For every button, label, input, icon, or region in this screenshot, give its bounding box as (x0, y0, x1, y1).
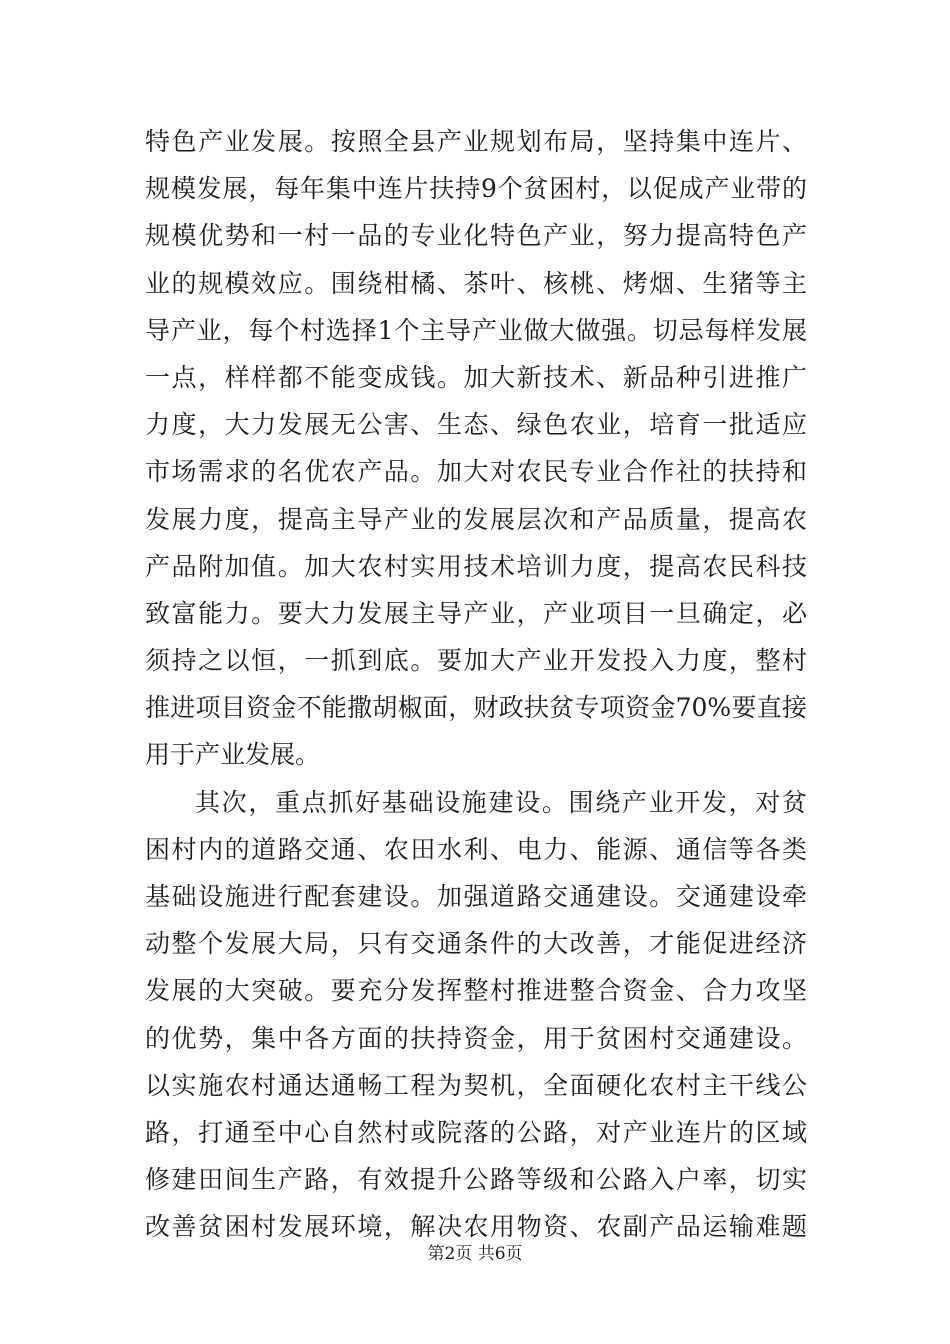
text-line: 用于产业发展。 (145, 740, 321, 770)
text-line: 须持之以恒，一抓到底。要加大产业开发投入力度，整村 (145, 646, 807, 676)
text-line: 一点，样样都不能变成钱。加大新技术、新品种引进推广 (145, 362, 807, 392)
text-line: 以实施农村通达通畅工程为契机，全面硬化农村主干线公 (145, 1070, 807, 1100)
text-line: 规模优势和一村一品的专业化特色产业，努力提高特色产 (145, 221, 807, 251)
text-line: 推进项目资金不能撒胡椒面，财政扶贫专项资金70%要直接 (145, 693, 807, 723)
text-line: 特色产业发展。按照全县产业规划布局，坚持集中连片、 (145, 127, 807, 156)
page-number-footer: 第2页 共6页 (427, 1244, 523, 1264)
text-line: 导产业，每个村选择1个主导产业做大做强。切忌每样发展 (145, 315, 807, 345)
text-line: 路，打通至中心自然村或院落的公路，对产业连片的区域 (145, 1117, 807, 1147)
text-line: 的优势，集中各方面的扶持资金，用于贫困村交通建设。 (145, 1023, 807, 1053)
text-line: 发展的大突破。要充分发挥整村推进整合资金、合力攻坚 (145, 976, 807, 1006)
text-line: 修建田间生产路，有效提升公路等级和公路入户率，切实 (145, 1165, 807, 1195)
text-line: 困村内的道路交通、农田水利、电力、能源、通信等各类 (145, 834, 807, 864)
text-line: 市场需求的名优农产品。加大对农民专业合作社的扶持和 (145, 457, 807, 487)
paragraph-start-line: 其次，重点抓好基础设施建设。围绕产业开发，对贫 (195, 787, 807, 817)
text-line: 业的规模效应。围绕柑橘、茶叶、核桃、烤烟、生猪等主 (145, 268, 807, 298)
text-line: 动整个发展大局，只有交通条件的大改善，才能促进经济 (145, 929, 807, 959)
body-text (145, 118, 807, 1251)
text-line: 发展力度，提高主导产业的发展层次和产品质量，提高农 (145, 504, 807, 534)
text-line: 规模发展，每年集中连片扶持9个贫困村，以促成产业带的 (145, 174, 807, 204)
text-line: 力度，大力发展无公害、生态、绿色农业，培育一批适应 (145, 410, 807, 440)
text-line: 产品附加值。加大农村实用技术培训力度，提高农民科技 (145, 551, 807, 581)
text-line: 改善贫困村发展环境，解决农用物资、农副产品运输难题 (145, 1212, 807, 1242)
text-line: 基础设施进行配套建设。加强道路交通建设。交通建设牵 (145, 882, 807, 911)
text-line: 致富能力。要大力发展主导产业，产业项目一旦确定，必 (145, 598, 807, 628)
